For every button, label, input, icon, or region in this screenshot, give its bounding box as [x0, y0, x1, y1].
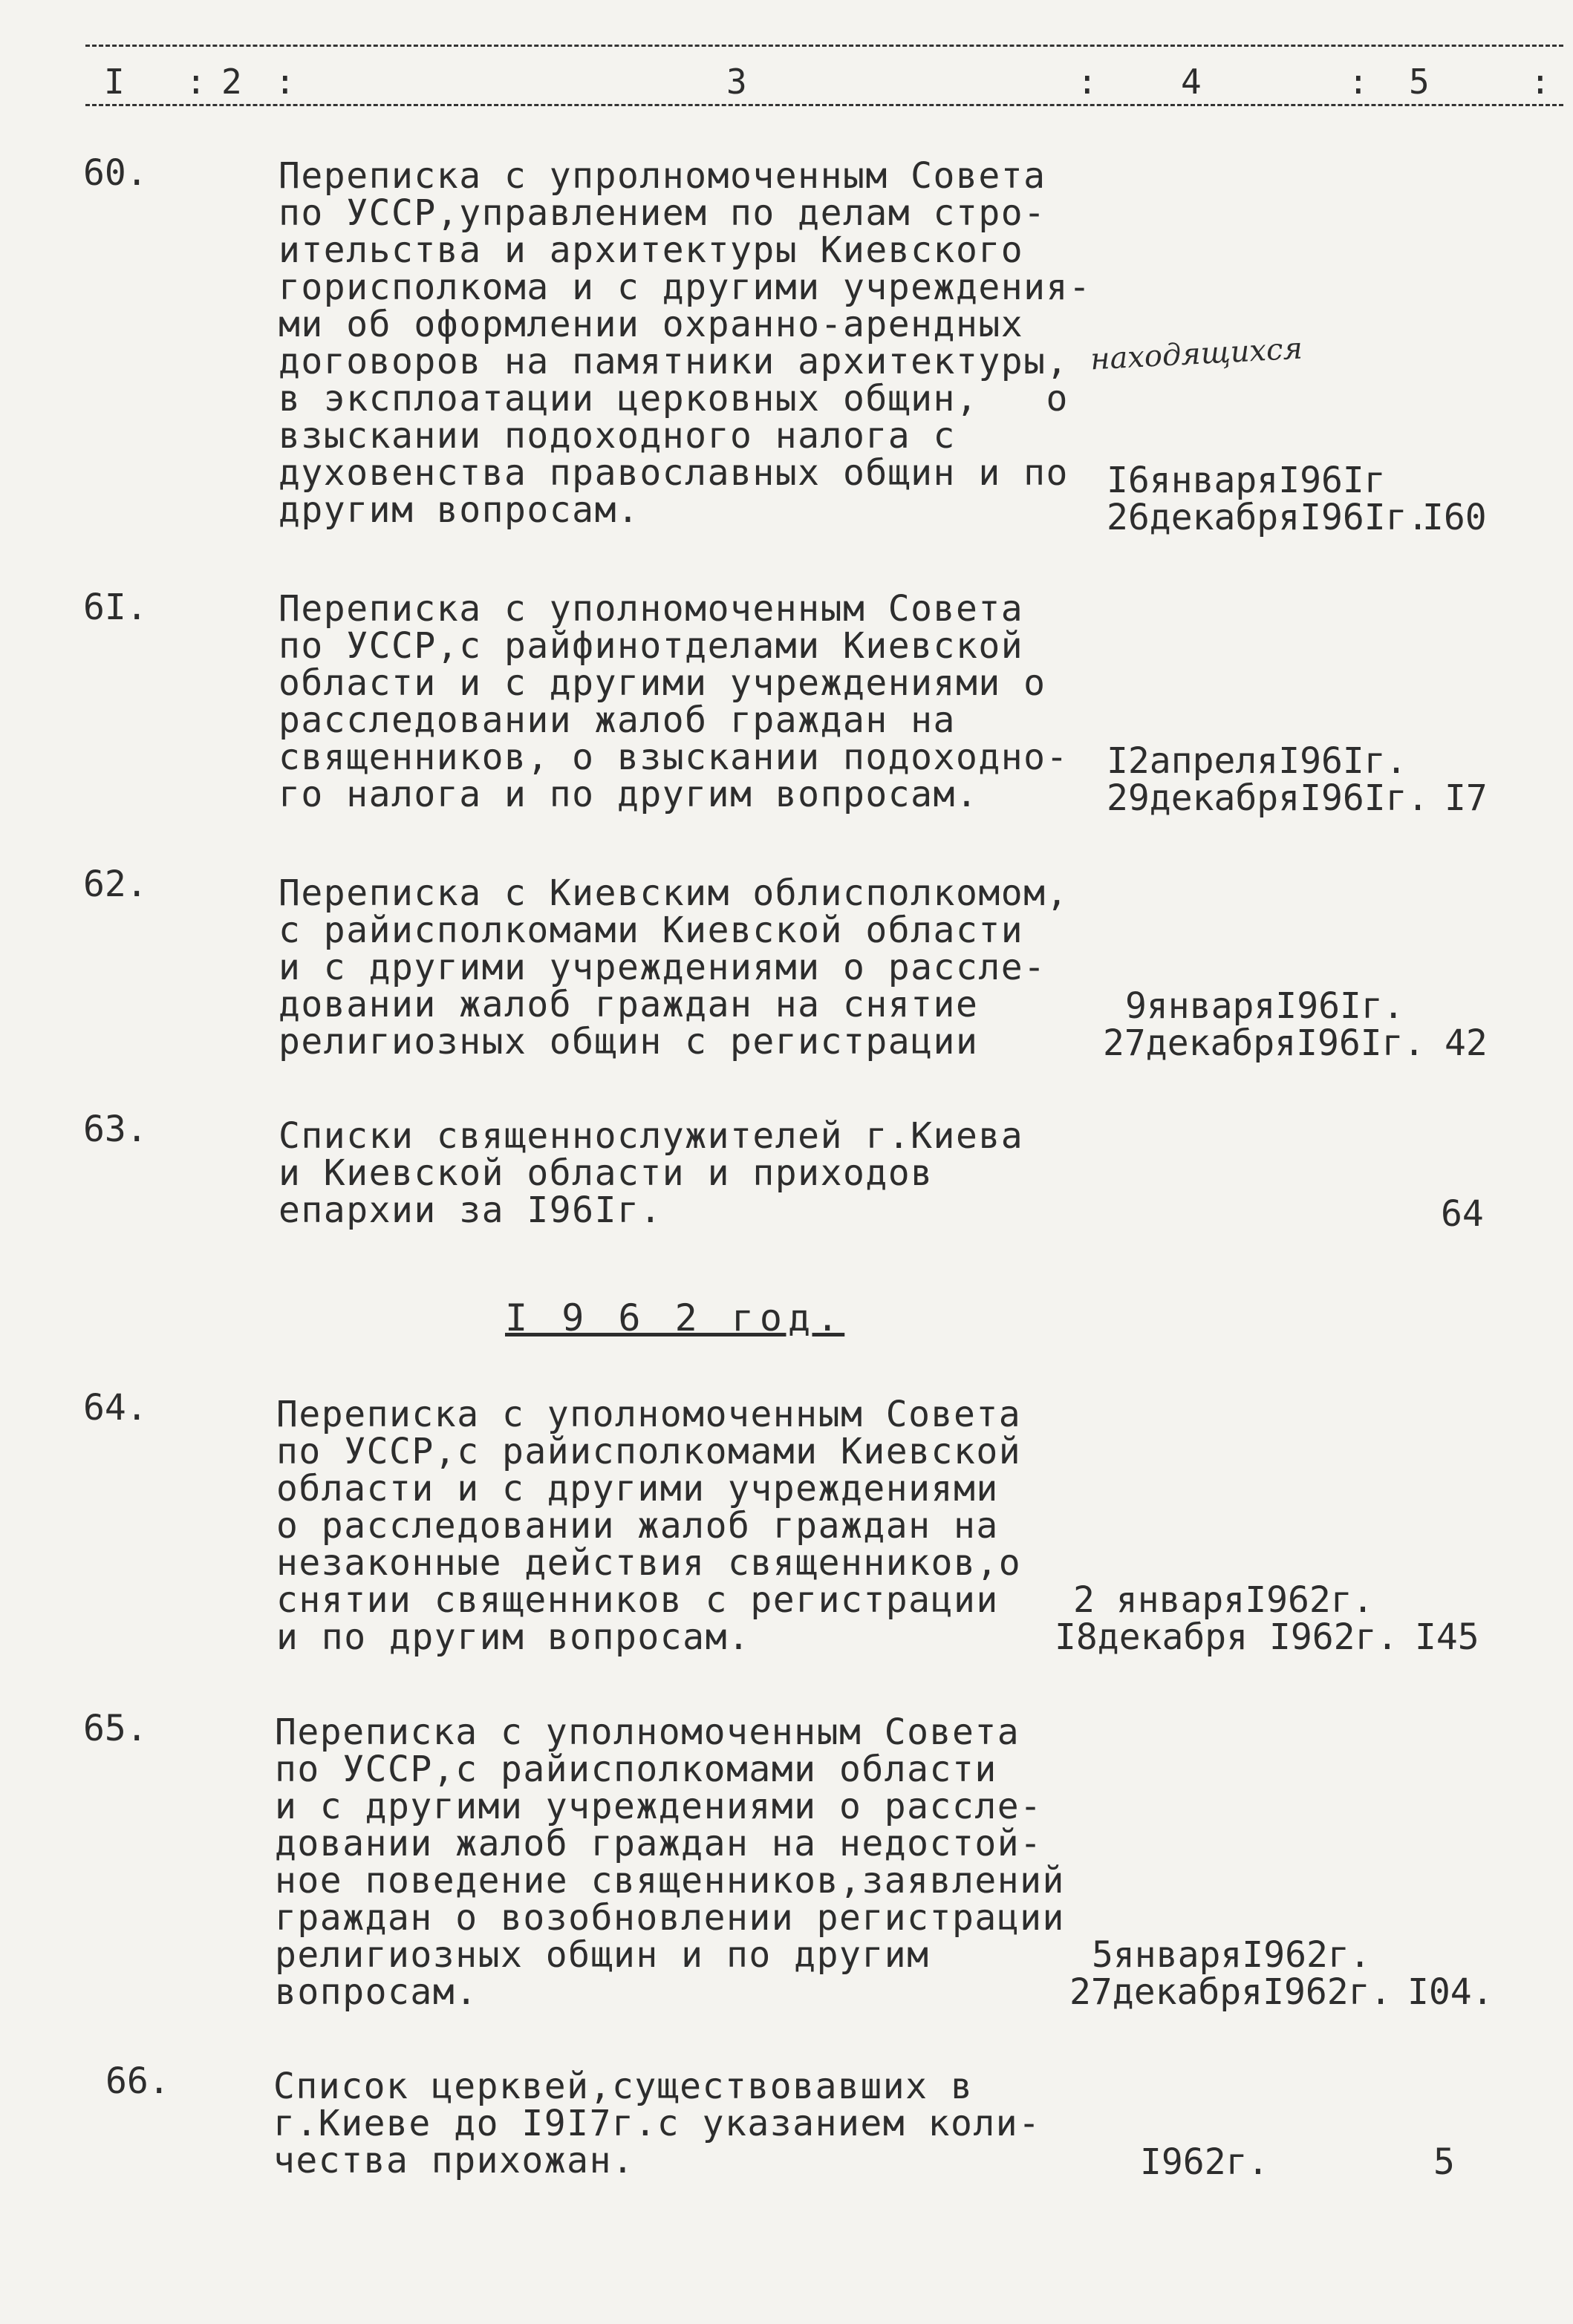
sheet-count: I45: [1415, 1616, 1479, 1658]
description-line: довании жалоб граждан на недостой-: [275, 1823, 1043, 1864]
header-col-4: 4: [1181, 62, 1202, 102]
description-line: го налога и по другим вопросам.: [279, 774, 979, 815]
entry-number: 65.: [83, 1708, 148, 1749]
entry-description: [273, 2068, 1120, 2179]
description-line: Список церквей,существовавших в: [273, 2066, 974, 2107]
sheet-count: I7: [1445, 777, 1488, 819]
sheet-count: 42: [1445, 1022, 1488, 1064]
description-line: ное поведение священников,заявлений: [275, 1860, 1065, 1902]
entry-description: [279, 872, 1125, 1063]
description-line: и с другими учреждениями о рассле-: [279, 947, 1046, 988]
description-line: довании жалоб граждан на снятие: [279, 984, 979, 1025]
description-line: граждан о возобновлении регистрации: [275, 1897, 1065, 1939]
entry-number: 64.: [83, 1387, 148, 1429]
date-from: I2апреляI96Iг.: [1107, 740, 1407, 782]
description-line: ми об оформлении охранно-арендных: [279, 304, 1024, 345]
date-from: 9январяI96Iг.: [1125, 985, 1404, 1027]
header-col-1: I: [104, 62, 125, 102]
date-to: I8декабря I962г.: [1055, 1616, 1398, 1658]
description-line: религиозных общин и по другим: [275, 1934, 930, 1976]
description-line: области и с другими учреждениями о: [279, 662, 1046, 704]
entry-description: [276, 1396, 1123, 1656]
description-line: договоров на памятники архитектуры,: [279, 341, 1069, 382]
description-line: Переписка с уполномоченным Совета: [275, 1711, 1020, 1753]
description-line: Переписка с уполномоченным Совета: [279, 588, 1024, 630]
date-from: I962г.: [1140, 2141, 1269, 2183]
description-line: священников, о взыскании подоходно-: [279, 737, 1069, 778]
description-line: религиозных общин с регистрации: [279, 1021, 979, 1063]
description-line: другим вопросам.: [279, 489, 640, 531]
year-heading: I 9 6 2 год.: [505, 1296, 845, 1339]
description-line: епархии за I96Iг.: [279, 1189, 662, 1231]
description-line: по УССР,с райисполкомами Киевской: [276, 1431, 1022, 1472]
entry-number: 62.: [83, 864, 148, 905]
date-from: 2 январяI962г.: [1073, 1579, 1374, 1621]
header-col-3: 3: [726, 62, 747, 102]
description-line: по УССР,с райфинотделами Киевской: [279, 625, 1024, 667]
date-to: 27декабряI96Iг.: [1103, 1022, 1425, 1064]
entry-description: [279, 157, 1125, 529]
description-line: в эксплоатации церковных общин, о: [279, 378, 1069, 420]
description-line: с райисполкомами Киевской области: [279, 910, 1024, 951]
date-to: 29декабряI96Iг.: [1107, 777, 1429, 819]
header-col-2: 2: [221, 62, 242, 102]
description-line: о расследовании жалоб граждан на: [276, 1505, 999, 1547]
description-line: духовенства православных общин и по: [279, 452, 1069, 494]
description-line: и с другими учреждениями о рассле-: [275, 1786, 1043, 1827]
description-line: Переписка с уполномоченным Совета: [276, 1394, 1022, 1435]
sheet-count: 5: [1433, 2141, 1455, 2183]
description-line: г.Киеве до I9I7г.с указанием коли-: [273, 2103, 1041, 2144]
description-line: ительства и архитектуры Киевского: [279, 229, 1024, 271]
description-line: Списки священнослужителей г.Киева: [279, 1115, 1024, 1157]
description-line: взыскании подоходного налога с: [279, 415, 956, 457]
description-line: чества прихожан.: [273, 2140, 635, 2181]
date-to: 27декабряI962г.: [1069, 1971, 1392, 2013]
description-line: области и с другими учреждениями: [276, 1468, 999, 1509]
header-top-rule: [85, 45, 1563, 47]
date-from: 5январяI962г.: [1092, 1934, 1371, 1976]
description-line: Переписка с Киевским облисполкомом,: [279, 872, 1069, 914]
sheet-count: I60: [1422, 497, 1487, 538]
entry-number: 66.: [105, 2060, 170, 2102]
description-line: и по другим вопросам.: [276, 1616, 751, 1658]
date-to: 26декабряI96Iг.: [1107, 497, 1429, 538]
description-line: Переписка с упролномоченным Совета: [279, 155, 1046, 197]
entry-number: 60.: [83, 152, 148, 194]
handwritten-insert: находящихся: [1089, 331, 1303, 377]
description-line: вопросам.: [275, 1971, 478, 2013]
description-line: снятии священников с регистрации: [276, 1579, 999, 1621]
header-bottom-rule: [85, 104, 1563, 106]
header-separator: :: [1530, 62, 1551, 102]
sheet-count: I04.: [1407, 1971, 1494, 2013]
header-separators: :: [186, 62, 206, 102]
header-separator: :: [1348, 62, 1369, 102]
entry-description: [275, 1711, 1121, 2013]
entry-number: 6I.: [83, 587, 148, 628]
description-line: и Киевской области и приходов: [279, 1152, 934, 1194]
description-line: по УССР,управлением по делам стро-: [279, 192, 1046, 234]
header-separator: :: [1077, 62, 1098, 102]
entry-description: [279, 1117, 1125, 1229]
entry-description: [279, 590, 1125, 813]
date-from: I6январяI96Iг: [1107, 460, 1386, 501]
header-separator: :: [275, 62, 296, 102]
description-line: расследовании жалоб граждан на: [279, 699, 956, 741]
header-col-5: 5: [1409, 62, 1430, 102]
sheet-count: 64: [1441, 1193, 1484, 1235]
description-line: незаконные действия священников,о: [276, 1542, 1022, 1584]
entry-number: 63.: [83, 1109, 148, 1150]
description-line: по УССР,с райисполкомами области: [275, 1749, 997, 1790]
description-line: горисполкома и с другими учреждения-: [279, 267, 1092, 308]
